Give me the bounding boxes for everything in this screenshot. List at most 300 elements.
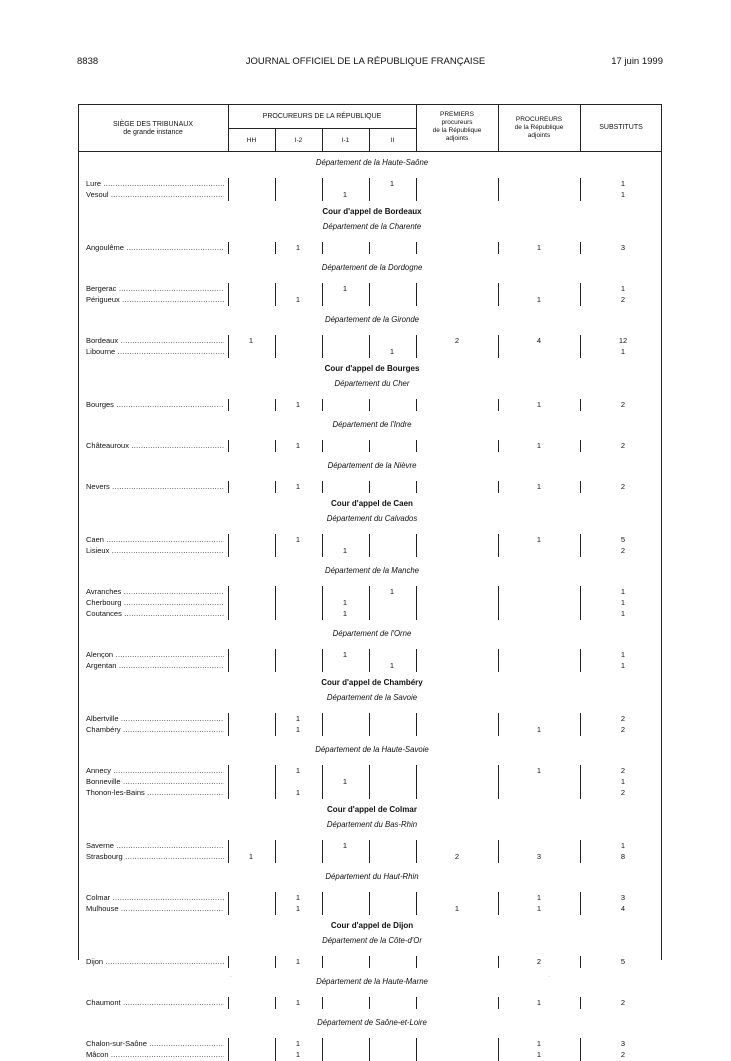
column-rule xyxy=(322,545,323,557)
column-rule xyxy=(228,481,229,493)
table-frame xyxy=(78,104,662,960)
header-adjoints-line: adjoints xyxy=(527,132,551,139)
column-rule xyxy=(275,724,276,736)
count-i2: 1 xyxy=(295,904,301,913)
table-row xyxy=(78,998,662,1009)
header-i2: I-2 xyxy=(294,137,303,144)
cour-heading: Cour d'appel de Bourges xyxy=(324,364,420,373)
count-ii: 1 xyxy=(389,661,395,670)
column-rule xyxy=(416,1049,417,1061)
table-row xyxy=(78,400,662,411)
column-rule xyxy=(228,660,229,672)
table-row xyxy=(78,714,662,725)
count-sub: 1 xyxy=(620,609,626,618)
column-rule xyxy=(498,660,499,672)
count-sub: 3 xyxy=(620,1039,626,1048)
tribunal-name: Bordeaux ..... xyxy=(86,336,224,345)
column-rule xyxy=(228,903,229,915)
column-rule xyxy=(322,399,323,411)
column-rule xyxy=(275,660,276,672)
table-row xyxy=(78,179,662,190)
tribunal-name: Argentan ..... xyxy=(86,661,224,670)
table-row xyxy=(78,725,662,736)
count-sub: 1 xyxy=(620,179,626,188)
column-rule xyxy=(228,440,229,452)
column-rule xyxy=(228,787,229,799)
column-rule xyxy=(322,346,323,358)
column-rule xyxy=(228,545,229,557)
column-rule xyxy=(369,724,370,736)
column-rule xyxy=(580,851,581,863)
column-rule xyxy=(275,956,276,968)
header-adjoints-line: PROCUREURS xyxy=(515,116,563,123)
tribunal-name: Mâcon ..... xyxy=(86,1050,224,1059)
column-rule xyxy=(580,956,581,968)
count-sub: 2 xyxy=(620,714,626,723)
column-rule xyxy=(369,189,370,201)
cour-heading: Cour d'appel de Chambéry xyxy=(321,678,423,687)
column-rule xyxy=(322,440,323,452)
cour-heading: Cour d'appel de Colmar xyxy=(327,805,417,814)
count-i2: 1 xyxy=(295,535,301,544)
tribunal-name: Caen ..... xyxy=(86,535,224,544)
count-adj: 1 xyxy=(536,441,542,450)
departement-heading: Département de la Nièvre xyxy=(327,461,417,470)
count-sub: 2 xyxy=(620,788,626,797)
count-sub: 1 xyxy=(620,650,626,659)
count-adj: 1 xyxy=(536,725,542,734)
table-row xyxy=(78,904,662,915)
column-rule xyxy=(275,294,276,306)
column-rule xyxy=(369,997,370,1009)
column-rule xyxy=(580,997,581,1009)
departement-heading: Département de la Haute-Savoie xyxy=(315,745,429,754)
footer-mark: · xyxy=(230,974,232,980)
count-i2: 1 xyxy=(295,714,301,723)
table-row xyxy=(78,788,662,799)
column-rule xyxy=(416,440,417,452)
count-sub: 2 xyxy=(620,1050,626,1059)
tribunal-name: Cherbourg ..... xyxy=(86,598,224,607)
column-rule xyxy=(369,242,370,254)
count-ii: 1 xyxy=(389,347,395,356)
count-ii: 1 xyxy=(389,587,395,596)
column-rule xyxy=(275,481,276,493)
tribunal-name: Châteauroux ..... xyxy=(86,441,224,450)
count-pr: 2 xyxy=(454,852,460,861)
column-rule xyxy=(322,903,323,915)
column-rule xyxy=(275,608,276,620)
column-rule xyxy=(580,346,581,358)
column-rule xyxy=(322,189,323,201)
column-rule xyxy=(498,545,499,557)
column-rule xyxy=(369,956,370,968)
count-sub: 2 xyxy=(620,766,626,775)
column-rule xyxy=(498,242,499,254)
header-siege xyxy=(78,121,228,137)
header-substituts: SUBSTITUTS xyxy=(599,124,643,131)
departement-heading: Département de la Haute-Marne xyxy=(316,977,428,986)
count-i2: 1 xyxy=(295,725,301,734)
header-ii: II xyxy=(390,137,395,144)
column-rule xyxy=(369,481,370,493)
column-rule xyxy=(322,1049,323,1061)
issue-date: 17 juin 1999 xyxy=(611,56,663,67)
table-row xyxy=(78,441,662,452)
column-rule xyxy=(322,242,323,254)
count-i1: 1 xyxy=(342,284,348,293)
column-rule xyxy=(275,189,276,201)
count-sub: 1 xyxy=(620,587,626,596)
count-sub: 1 xyxy=(620,284,626,293)
count-adj: 1 xyxy=(536,904,542,913)
departement-heading: Département de la Charente xyxy=(322,222,422,231)
column-rule xyxy=(228,242,229,254)
column-rule xyxy=(580,399,581,411)
tribunal-name: Coutances ..... xyxy=(86,609,224,618)
count-sub: 2 xyxy=(620,546,626,555)
column-rule xyxy=(498,997,499,1009)
table-row xyxy=(78,284,662,295)
column-rule xyxy=(228,399,229,411)
count-pr: 1 xyxy=(454,904,460,913)
tribunal-name: Albertville ..... xyxy=(86,714,224,723)
tribunal-name: Nevers ..... xyxy=(86,482,224,491)
column-rule xyxy=(322,851,323,863)
count-sub: 12 xyxy=(618,336,628,345)
table-row xyxy=(78,336,662,347)
column-rule xyxy=(369,903,370,915)
column-rule xyxy=(275,787,276,799)
table-row xyxy=(78,1050,662,1061)
count-adj: 3 xyxy=(536,852,542,861)
tribunal-name: Alençon ..... xyxy=(86,650,224,659)
tribunal-name: Bergerac ..... xyxy=(86,284,224,293)
count-adj: 1 xyxy=(536,893,542,902)
column-rule xyxy=(498,1049,499,1061)
column-rule xyxy=(416,997,417,1009)
departement-heading: Département de l'Orne xyxy=(332,629,412,638)
column-rule xyxy=(369,660,370,672)
departement-heading: Département de l'Indre xyxy=(332,420,412,429)
tribunal-name: Thonon-les-Bains ..... xyxy=(86,788,224,797)
departement-heading: Département de la Manche xyxy=(324,566,420,575)
count-sub: 1 xyxy=(620,190,626,199)
column-rule xyxy=(580,608,581,620)
departement-heading: Département de la Dordogne xyxy=(321,263,423,272)
header-i1: I-1 xyxy=(341,137,350,144)
column-rule xyxy=(416,242,417,254)
count-i2: 1 xyxy=(295,893,301,902)
column-rule xyxy=(580,242,581,254)
count-sub: 5 xyxy=(620,957,626,966)
table-row xyxy=(78,609,662,620)
table-row xyxy=(78,482,662,493)
column-rule xyxy=(228,189,229,201)
count-adj: 4 xyxy=(536,336,542,345)
count-sub: 2 xyxy=(620,725,626,734)
departement-heading: Département du Bas-Rhin xyxy=(326,820,418,829)
column-rule xyxy=(369,399,370,411)
column-rule xyxy=(580,189,581,201)
column-rule xyxy=(275,997,276,1009)
column-rule xyxy=(498,189,499,201)
tribunal-name: Périgueux ..... xyxy=(86,295,224,304)
count-sub: 3 xyxy=(620,243,626,252)
column-rule xyxy=(275,903,276,915)
header-adjoints xyxy=(498,116,580,140)
column-rule xyxy=(416,399,417,411)
tribunal-name: Chalon-sur-Saône ..... xyxy=(86,1039,224,1048)
count-adj: 1 xyxy=(536,295,542,304)
column-rule xyxy=(275,1049,276,1061)
column-rule xyxy=(580,1049,581,1061)
column-rule xyxy=(369,787,370,799)
column-rule xyxy=(498,346,499,358)
count-adj: 1 xyxy=(536,535,542,544)
cour-heading: Cour d'appel de Caen xyxy=(331,499,413,508)
page-number: 8838 xyxy=(77,56,99,67)
count-i2: 1 xyxy=(295,482,301,491)
column-rule xyxy=(369,440,370,452)
count-adj: 1 xyxy=(536,400,542,409)
count-sub: 1 xyxy=(620,777,626,786)
tribunal-name: Colmar ..... xyxy=(86,893,224,902)
column-rule xyxy=(498,481,499,493)
table-row xyxy=(78,190,662,201)
column-rule xyxy=(580,660,581,672)
table-row xyxy=(78,777,662,788)
column-rule xyxy=(322,481,323,493)
header-divider xyxy=(78,151,662,152)
count-i2: 1 xyxy=(295,998,301,1007)
column-rule xyxy=(580,545,581,557)
count-sub: 1 xyxy=(620,661,626,670)
table-row xyxy=(78,347,662,358)
column-rule xyxy=(369,545,370,557)
table-row xyxy=(78,893,662,904)
column-rule xyxy=(580,481,581,493)
header-procureurs: PROCUREURS DE LA RÉPUBLIQUE xyxy=(262,113,382,120)
count-i2: 1 xyxy=(295,441,301,450)
column-rule xyxy=(416,545,417,557)
column-rule xyxy=(369,608,370,620)
count-i2: 1 xyxy=(295,766,301,775)
count-i1: 1 xyxy=(342,841,348,850)
column-rule xyxy=(416,346,417,358)
journal-title: JOURNAL OFFICIEL DE LA RÉPUBLIQUE FRANÇAISE xyxy=(245,56,486,67)
table-row xyxy=(78,243,662,254)
column-rule xyxy=(275,346,276,358)
count-adj: 1 xyxy=(536,243,542,252)
column-rule xyxy=(498,787,499,799)
tribunal-name: Mulhouse ..... xyxy=(86,904,224,913)
count-i1: 1 xyxy=(342,598,348,607)
count-sub: 2 xyxy=(620,441,626,450)
tribunal-name: Annecy ..... xyxy=(86,766,224,775)
column-rule xyxy=(322,294,323,306)
tribunal-name: Avranches ..... xyxy=(86,587,224,596)
tribunal-name: Dijon ..... xyxy=(86,957,224,966)
count-i1: 1 xyxy=(342,546,348,555)
table-row xyxy=(78,546,662,557)
table-row xyxy=(78,587,662,598)
count-adj: 2 xyxy=(536,957,542,966)
column-rule xyxy=(322,956,323,968)
column-rule xyxy=(498,956,499,968)
column-rule xyxy=(369,851,370,863)
departement-heading: Département de Saône-et-Loire xyxy=(317,1018,427,1027)
column-rule xyxy=(228,608,229,620)
table-row xyxy=(78,852,662,863)
departement-heading: Département de la Gironde xyxy=(324,315,420,324)
count-sub: 3 xyxy=(620,893,626,902)
departement-heading: Département de la Haute-Saône xyxy=(315,158,429,167)
column-rule xyxy=(275,242,276,254)
count-sub: 8 xyxy=(620,852,626,861)
count-i2: 1 xyxy=(295,295,301,304)
column-rule xyxy=(369,346,370,358)
count-sub: 5 xyxy=(620,535,626,544)
count-i1: 1 xyxy=(342,609,348,618)
tribunal-name: Bourges ..... xyxy=(86,400,224,409)
tribunal-name: Lure ..... xyxy=(86,179,224,188)
table-row xyxy=(78,766,662,777)
departement-heading: Département de la Côte-d'Or xyxy=(322,936,422,945)
count-hh: 1 xyxy=(248,336,254,345)
tribunal-name: Bonneville ..... xyxy=(86,777,224,786)
count-i2: 1 xyxy=(295,243,301,252)
table-row xyxy=(78,650,662,661)
departement-heading: Département de la Savoie xyxy=(326,693,418,702)
column-rule xyxy=(228,346,229,358)
count-sub: 1 xyxy=(620,841,626,850)
column-rule xyxy=(322,787,323,799)
tribunal-name: Chaumont ..... xyxy=(86,998,224,1007)
column-rule xyxy=(369,1049,370,1061)
column-rule xyxy=(228,1049,229,1061)
column-rule xyxy=(322,608,323,620)
column-rule xyxy=(228,997,229,1009)
column-rule xyxy=(498,440,499,452)
count-i1: 1 xyxy=(342,190,348,199)
tribunal-name: Chambéry ..... xyxy=(86,725,224,734)
column-rule xyxy=(498,294,499,306)
column-rule xyxy=(228,956,229,968)
count-i2: 1 xyxy=(295,400,301,409)
count-i2: 1 xyxy=(295,957,301,966)
table-row xyxy=(78,661,662,672)
column-rule xyxy=(369,294,370,306)
count-sub: 2 xyxy=(620,400,626,409)
tribunal-name: Angoulême ..... xyxy=(86,243,224,252)
column-rule xyxy=(580,787,581,799)
table-row xyxy=(78,535,662,546)
count-i1: 1 xyxy=(342,650,348,659)
cour-heading: Cour d'appel de Bordeaux xyxy=(322,207,422,216)
column-rule xyxy=(416,660,417,672)
column-rule xyxy=(498,724,499,736)
table-row xyxy=(78,295,662,306)
column-rule xyxy=(498,903,499,915)
count-sub: 2 xyxy=(620,998,626,1007)
table-row xyxy=(78,598,662,609)
header-premiers-line: adjoints xyxy=(445,135,469,142)
column-rule xyxy=(322,660,323,672)
count-adj: 1 xyxy=(536,1039,542,1048)
header-premiers-line: procureurs xyxy=(441,119,473,126)
table-row xyxy=(78,841,662,852)
column-rule xyxy=(228,294,229,306)
header-siege-sub: de grande instance xyxy=(123,129,183,136)
column-rule xyxy=(580,903,581,915)
count-sub: 2 xyxy=(620,295,626,304)
tribunal-name: Vesoul ..... xyxy=(86,190,224,199)
column-rule xyxy=(275,399,276,411)
column-rule xyxy=(416,294,417,306)
count-ii: 1 xyxy=(389,179,395,188)
count-adj: 1 xyxy=(536,998,542,1007)
count-adj: 1 xyxy=(536,766,542,775)
column-rule xyxy=(416,903,417,915)
column-rule xyxy=(580,294,581,306)
count-hh: 1 xyxy=(248,852,254,861)
count-sub: 2 xyxy=(620,482,626,491)
column-rule xyxy=(498,851,499,863)
column-rule xyxy=(322,997,323,1009)
header-hh: HH xyxy=(246,137,257,144)
column-rule xyxy=(580,724,581,736)
count-sub: 4 xyxy=(620,904,626,913)
cour-heading: Cour d'appel de Dijon xyxy=(330,921,414,930)
count-i2: 1 xyxy=(295,1050,301,1059)
header-premiers-line: PREMIERS xyxy=(440,111,474,118)
tribunal-name: Strasbourg ..... xyxy=(86,852,224,861)
column-rule xyxy=(416,956,417,968)
column-rule xyxy=(580,440,581,452)
column-rule xyxy=(322,724,323,736)
header-siege-title: SIÈGE DES TRIBUNAUX xyxy=(112,121,193,128)
departement-heading: Département du Cher xyxy=(334,379,410,388)
column-rule xyxy=(275,440,276,452)
column-rule xyxy=(416,787,417,799)
count-i2: 1 xyxy=(295,1039,301,1048)
column-rule xyxy=(416,724,417,736)
column-rule xyxy=(228,851,229,863)
column-rule xyxy=(416,851,417,863)
departement-heading: Département du Haut-Rhin xyxy=(325,872,419,881)
header-adjoints-line: de la République xyxy=(514,124,564,131)
column-rule xyxy=(275,851,276,863)
count-adj: 1 xyxy=(536,1050,542,1059)
count-adj: 1 xyxy=(536,482,542,491)
column-rule xyxy=(416,189,417,201)
header-premiers-line: de la République xyxy=(432,127,482,134)
count-i1: 1 xyxy=(342,777,348,786)
count-i2: 1 xyxy=(295,788,301,797)
column-rule xyxy=(416,608,417,620)
column-rule xyxy=(498,608,499,620)
tribunal-name: Lisieux ..... xyxy=(86,546,224,555)
departement-heading: Département du Calvados xyxy=(326,514,418,523)
column-rule xyxy=(498,399,499,411)
table-row xyxy=(78,957,662,968)
appointments-table xyxy=(78,104,662,1059)
count-sub: 1 xyxy=(620,598,626,607)
tribunal-name: Saverne ..... xyxy=(86,841,224,850)
count-sub: 1 xyxy=(620,347,626,356)
column-rule xyxy=(228,724,229,736)
